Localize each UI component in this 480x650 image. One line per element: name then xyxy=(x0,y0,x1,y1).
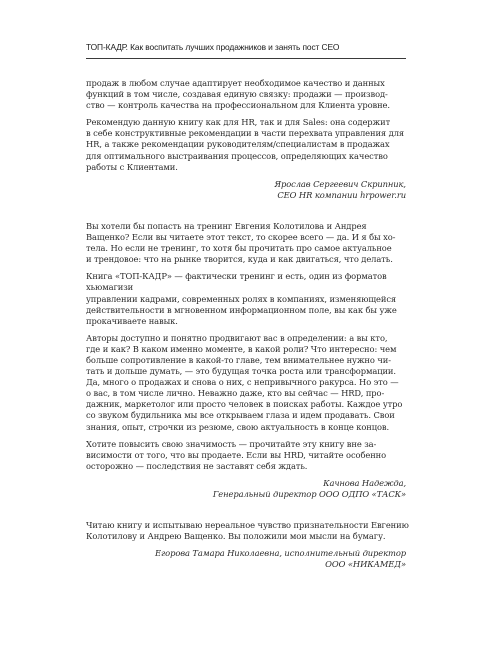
text-line: Авторы доступно и понятно продвигают вас в определении: а вы кто, xyxy=(86,332,388,343)
signature-name: Ярослав Сергеевич Скрипник, xyxy=(274,178,406,189)
signature-2 xyxy=(86,478,406,500)
paragraph-5 xyxy=(86,333,406,433)
text-line: Хотите повысить свою значимость — прочитайте эту книгу вне за- xyxy=(86,438,377,449)
text-line: больше сопротивление в какой-то главе, тем внимательнее нужно чи- xyxy=(86,354,391,365)
text-line: со звуком будильника мы все открываем глаза и идем продавать. Свои xyxy=(86,410,395,421)
header-divider xyxy=(86,58,406,59)
text-line: HR, а также рекомендации руководителям/специалистам в продажах xyxy=(86,139,390,150)
text-line: управлении кадрами, современных ролях в компаниях, изменяющейся xyxy=(86,293,397,304)
text-line: знания, опыт, строчки из резюме, свою актуальность в конце концов. xyxy=(86,421,390,432)
paragraph-3 xyxy=(86,221,406,265)
text-line: прокачиваете навык. xyxy=(86,315,178,326)
text-line: Рекомендую данную книгу как для HR, так и для Sales: она содержит xyxy=(86,117,391,128)
text-line: Ващенко? Если вы читаете этот текст, то скорее всего — да. И я бы хо- xyxy=(86,232,396,243)
paragraph-7 xyxy=(86,520,409,542)
paragraph-2 xyxy=(86,117,406,172)
signature-title: CEO HR компании hrpower.ru xyxy=(277,189,406,200)
text-line: функций в том числе, создавая единую связку: продажи — производ- xyxy=(86,89,388,100)
signature-title: ООО «НИКАМЕД» xyxy=(325,559,406,570)
text-line: висимости от того, что вы продаете. Если вы HRD, читайте особенно xyxy=(86,449,387,460)
text-line: Да, много о продажах и снова о них, с непривычного ракурса. Но это — xyxy=(86,377,399,388)
paragraph-4 xyxy=(86,271,406,326)
text-line: ство — контроль качества на профессиональном для Клиента уровне. xyxy=(86,100,390,111)
paragraph-1 xyxy=(86,78,406,111)
text-line: Книга «ТОП-КАДР» — фактически тренинг и есть, один из форматов xyxy=(86,271,387,282)
text-line: дажник, маркетолог или просто человек в поисках работы. Каждое утро xyxy=(86,399,403,410)
text-line: тать и дольше думать, — это будущая точка роста или трансформации. xyxy=(86,366,396,377)
signature-title: Генеральный директор ООО ОДПО «ТАСК» xyxy=(212,489,406,499)
text-line: действительности в мгновенном информационном поле, вы как бы уже xyxy=(86,304,397,315)
signature-name: Качнова Надежда, xyxy=(323,477,406,488)
signature-name: Егорова Тамара Николаевна, исполнительный директор xyxy=(155,548,406,559)
text-line: хьюмагизи xyxy=(86,282,134,293)
text-line: Читаю книгу и испытываю нереальное чувство признательности Евгению xyxy=(86,520,409,531)
paragraph-6 xyxy=(86,439,406,472)
text-line: тела. Но если не тренинг, то хотя бы прочитать про самое актуальное xyxy=(86,243,392,254)
signature-1 xyxy=(86,179,406,201)
text-line: Колотилову и Андрею Ващенко. Вы положили мои мысли на бумагу. xyxy=(86,531,386,542)
text-line: для оптимального выстраивания процессов, определяющих качество xyxy=(86,150,388,161)
text-line: в себе конструктивные рекомендации в части перехвата управления для xyxy=(86,128,405,139)
text-line: осторожно — последствия не заставят себя ждать. xyxy=(86,460,308,471)
text-line: работы с Клиентами. xyxy=(86,161,178,172)
page-body xyxy=(86,78,409,578)
text-line: Вы хотели бы попасть на тренинг Евгения Колотилова и Андрея xyxy=(86,220,367,231)
running-header: ТОП-КАДР. Как воспитать лучших продажников и занять пост СЕО xyxy=(86,42,340,52)
signature-3 xyxy=(86,548,406,570)
text-line: где и как? В каком именно моменте, в какой роли? Что интересно: чем xyxy=(86,343,397,354)
text-line: и трендовое: что на рынке творится, куда и как двигаться, что делать. xyxy=(86,254,393,265)
text-line: о вас, в том числе лично. Неважно даже, кто вы сейчас — HRD, про- xyxy=(86,388,385,399)
text-line: продаж в любом случае адаптирует необходимое качество и данных xyxy=(86,78,385,88)
